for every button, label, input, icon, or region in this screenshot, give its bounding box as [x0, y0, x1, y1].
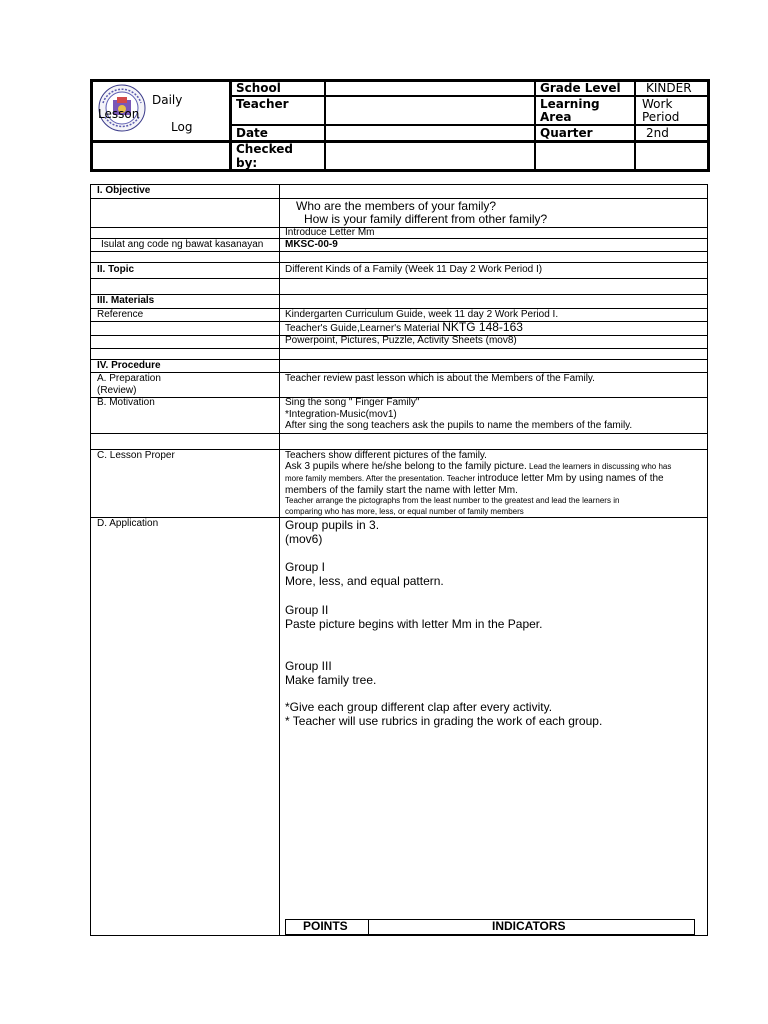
motivation-line-1: Sing the song " Finger Family": [285, 397, 420, 408]
row-line: [90, 294, 708, 295]
preparation-text: Teacher review past lesson which is about the Members of the Family.: [285, 373, 595, 384]
code-label: Isulat ang code ng bawat kasanayan: [101, 239, 264, 250]
lesson-proper-line-6: comparing who has more, less, or equal number of family members: [285, 507, 524, 516]
reference-2-code: NKTG 148-163: [442, 320, 523, 334]
group-2-text: Paste picture begins with letter Mm in the Paper.: [285, 617, 543, 631]
materials-heading: III. Materials: [97, 295, 155, 306]
group-1-text: More, less, and equal pattern.: [285, 574, 444, 588]
column-divider: [279, 184, 280, 936]
objective-question-1: Who are the members of your family?: [296, 199, 497, 213]
objective-intro: Introduce Letter Mm: [285, 227, 375, 238]
reference-2-text: Teacher's Guide,Learner's Material: [285, 323, 443, 334]
row-line: [90, 359, 708, 360]
group-3-text: Make family tree.: [285, 673, 377, 687]
application-label: D. Application: [97, 518, 159, 529]
title-log: Log: [171, 120, 193, 134]
lesson-proper-line-3b: introduce letter Mm by using names of the: [477, 473, 664, 484]
header-divider: [534, 79, 536, 172]
application-line-2: (mov6): [285, 532, 323, 546]
motivation-line-2: *Integration-Music(mov1): [285, 409, 397, 420]
reference-3: Powerpoint, Pictures, Puzzle, Activity Sheets (mov8): [285, 335, 517, 346]
note-1: *Give each group different clap after every activity.: [285, 700, 553, 714]
row-line: [90, 278, 708, 279]
note-2: * Teacher will use rubrics in grading the work of each group.: [285, 714, 603, 728]
rubric-indicators-header: INDICATORS: [492, 919, 566, 933]
procedure-heading: IV. Procedure: [97, 360, 161, 371]
checked-by-label-line1: Checked: [236, 142, 293, 156]
preparation-label-line1: A. Preparation: [97, 373, 161, 384]
group-2-heading: Group II: [285, 603, 329, 617]
reference-1: Kindergarten Curriculum Guide, week 11 day 2 Work Period I.: [285, 309, 559, 320]
row-line: [90, 517, 708, 518]
header-divider: [231, 124, 709, 126]
learning-area-value-line1: Work: [642, 97, 673, 111]
row-line: [90, 433, 708, 434]
objective-heading: I. Objective: [97, 185, 151, 196]
lesson-plan-table: [90, 184, 708, 936]
header-divider: [90, 140, 710, 143]
lesson-proper-line-2b: Lead the learners in discussing who has: [526, 462, 672, 471]
header-divider: [231, 95, 709, 97]
reference-2: [285, 321, 523, 335]
motivation-label: B. Motivation: [97, 397, 155, 408]
rubric-points-header: POINTS: [303, 919, 348, 933]
lesson-proper-line-1: Teachers show different pictures of the family.: [285, 450, 487, 461]
lesson-proper-line-4: members of the family start the name with letter Mm.: [285, 485, 518, 496]
topic-text: Different Kinds of a Family (Week 11 Day 2 Work Period I): [285, 264, 543, 275]
teacher-label: Teacher: [236, 97, 289, 111]
row-line: [90, 251, 708, 252]
grade-level-value: KINDER: [646, 81, 692, 95]
title-daily: Daily: [152, 93, 183, 107]
learning-area-value-line2: Period: [642, 110, 680, 124]
header-divider: [634, 79, 636, 172]
lesson-proper-line-2: [285, 461, 671, 473]
header-divider: [229, 79, 232, 172]
lesson-proper-line-2a: Ask 3 pupils where he/she belong to the family picture.: [285, 461, 527, 472]
group-1-heading: Group I: [285, 560, 326, 574]
preparation-label-line2: (Review): [97, 385, 137, 396]
objective-question-2: How is your family different from other family?: [304, 212, 548, 226]
grade-level-label: Grade Level: [540, 81, 621, 95]
motivation-line-3: After sing the song teachers ask the pupils to name the members of the family.: [285, 420, 633, 431]
title-lesson: Lesson: [98, 107, 140, 121]
competency-code: MKSC-00-9: [285, 239, 338, 250]
row-line: [90, 227, 708, 228]
quarter-value: 2nd: [646, 126, 669, 140]
header-divider: [324, 79, 326, 172]
lesson-proper-line-3: [285, 473, 664, 485]
quarter-label: Quarter: [540, 126, 593, 140]
school-label: School: [236, 81, 281, 95]
lesson-proper-label: C. Lesson Proper: [97, 450, 175, 461]
learning-area-label-line1: Learning: [540, 97, 600, 111]
checked-by-label-line2: by:: [236, 156, 258, 170]
reference-label: Reference: [97, 309, 144, 320]
row-line: [90, 262, 708, 263]
lesson-proper-line-3a: more family members. After the presentation. Teacher: [285, 474, 478, 483]
topic-heading: II. Topic: [97, 264, 135, 275]
row-line: [90, 348, 708, 349]
application-line-1: Group pupils in 3.: [285, 518, 380, 532]
group-3-heading: Group III: [285, 659, 332, 673]
learning-area-label-line2: Area: [540, 110, 572, 124]
date-label: Date: [236, 126, 268, 140]
lesson-proper-line-5: Teacher arrange the pictographs from the least number to the greatest and lead the learners in: [285, 496, 620, 505]
